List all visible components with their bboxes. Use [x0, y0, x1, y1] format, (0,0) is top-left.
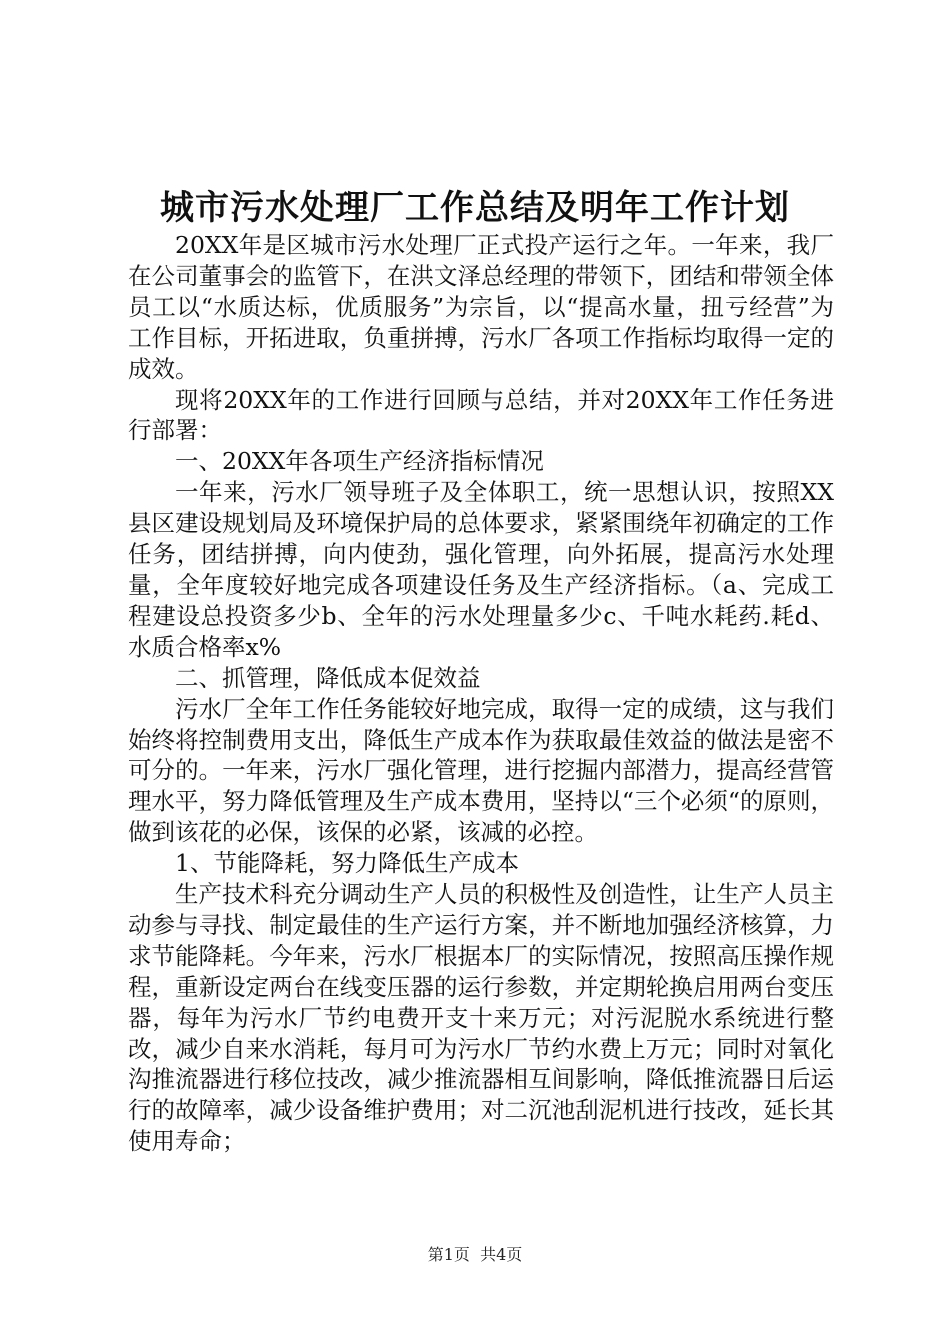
page-total: 共4页 [480, 1245, 523, 1264]
page-footer [0, 1244, 950, 1266]
paragraph-overview: 现将20XX年的工作进行回顾与总结，并对20XX年工作任务进行部署： [128, 385, 834, 445]
page-number: 第1页 [427, 1245, 470, 1264]
document-body [128, 230, 834, 1157]
paragraph-energy-saving: 生产技术科充分调动生产人员的积极性及创造性，让生产人员主动参与寻找、制定最佳的生产运行方案，并不断地加强经济核算，力求节能降耗。今年来，污水厂根据本厂的实际情况，按照高压操作规程，重新设定两台在线变压器的运行参数，并定期轮换启用两台变压器，每年为污水厂节约电费开支十来万元；对污泥脱水系统进行整改，减少自来水消耗，每月可为污水厂节约水费上万元；同时对氧化沟推流器进行移位技改，减少推流器相互间影响，降低推流器日后运行的故障率，减少设备维护费用；对二沉池刮泥机进行技改，延长其使用寿命； [128, 880, 834, 1156]
subsection-heading-1: 1、节能降耗，努力降低生产成本 [175, 849, 519, 878]
paragraph-management: 污水厂全年工作任务能较好地完成，取得一定的成绩，这与我们始终将控制费用支出，降低生产成本作为获取最佳效益的做法是密不可分的。一年来，污水厂强化管理，进行挖掘内部潜力，提高经营管理水平，努力降低管理及生产成本费用，坚持以“三个必须“的原则，做到该花的必保，该保的必紧，该减的必控。 [128, 694, 834, 847]
section-heading-1: 一、20XX年各项生产经济指标情况 [175, 447, 544, 476]
paragraph-indicators: 一年来，污水厂领导班子及全体职工，统一思想认识，按照XX县区建设规划局及环境保护局的总体要求，紧紧围绕年初确定的工作任务，团结拼搏，向内使劲，强化管理，向外拓展，提高污水处理量，全年度较好地完成各项建设任务及生产经济指标。（a、完成工程建设总投资多少b、全年的污水处理量多少c、千吨水耗药.耗d、水质合格率x% [128, 478, 834, 661]
section-heading-2: 二、抓管理，降低成本促效益 [175, 663, 481, 692]
paragraph-intro: 20XX年是区城市污水处理厂正式投产运行之年。一年来，我厂在公司董事会的监管下，在洪文泽总经理的带领下，团结和带领全体员工以“水质达标，优质服务”为宗旨，以“提高水量，扭亏经营”为工作目标，开拓进取，负重拼搏，污水厂各项工作指标均取得一定的成效。 [128, 231, 834, 383]
document-title: 城市污水处理厂工作总结及明年工作计划 [160, 188, 790, 228]
